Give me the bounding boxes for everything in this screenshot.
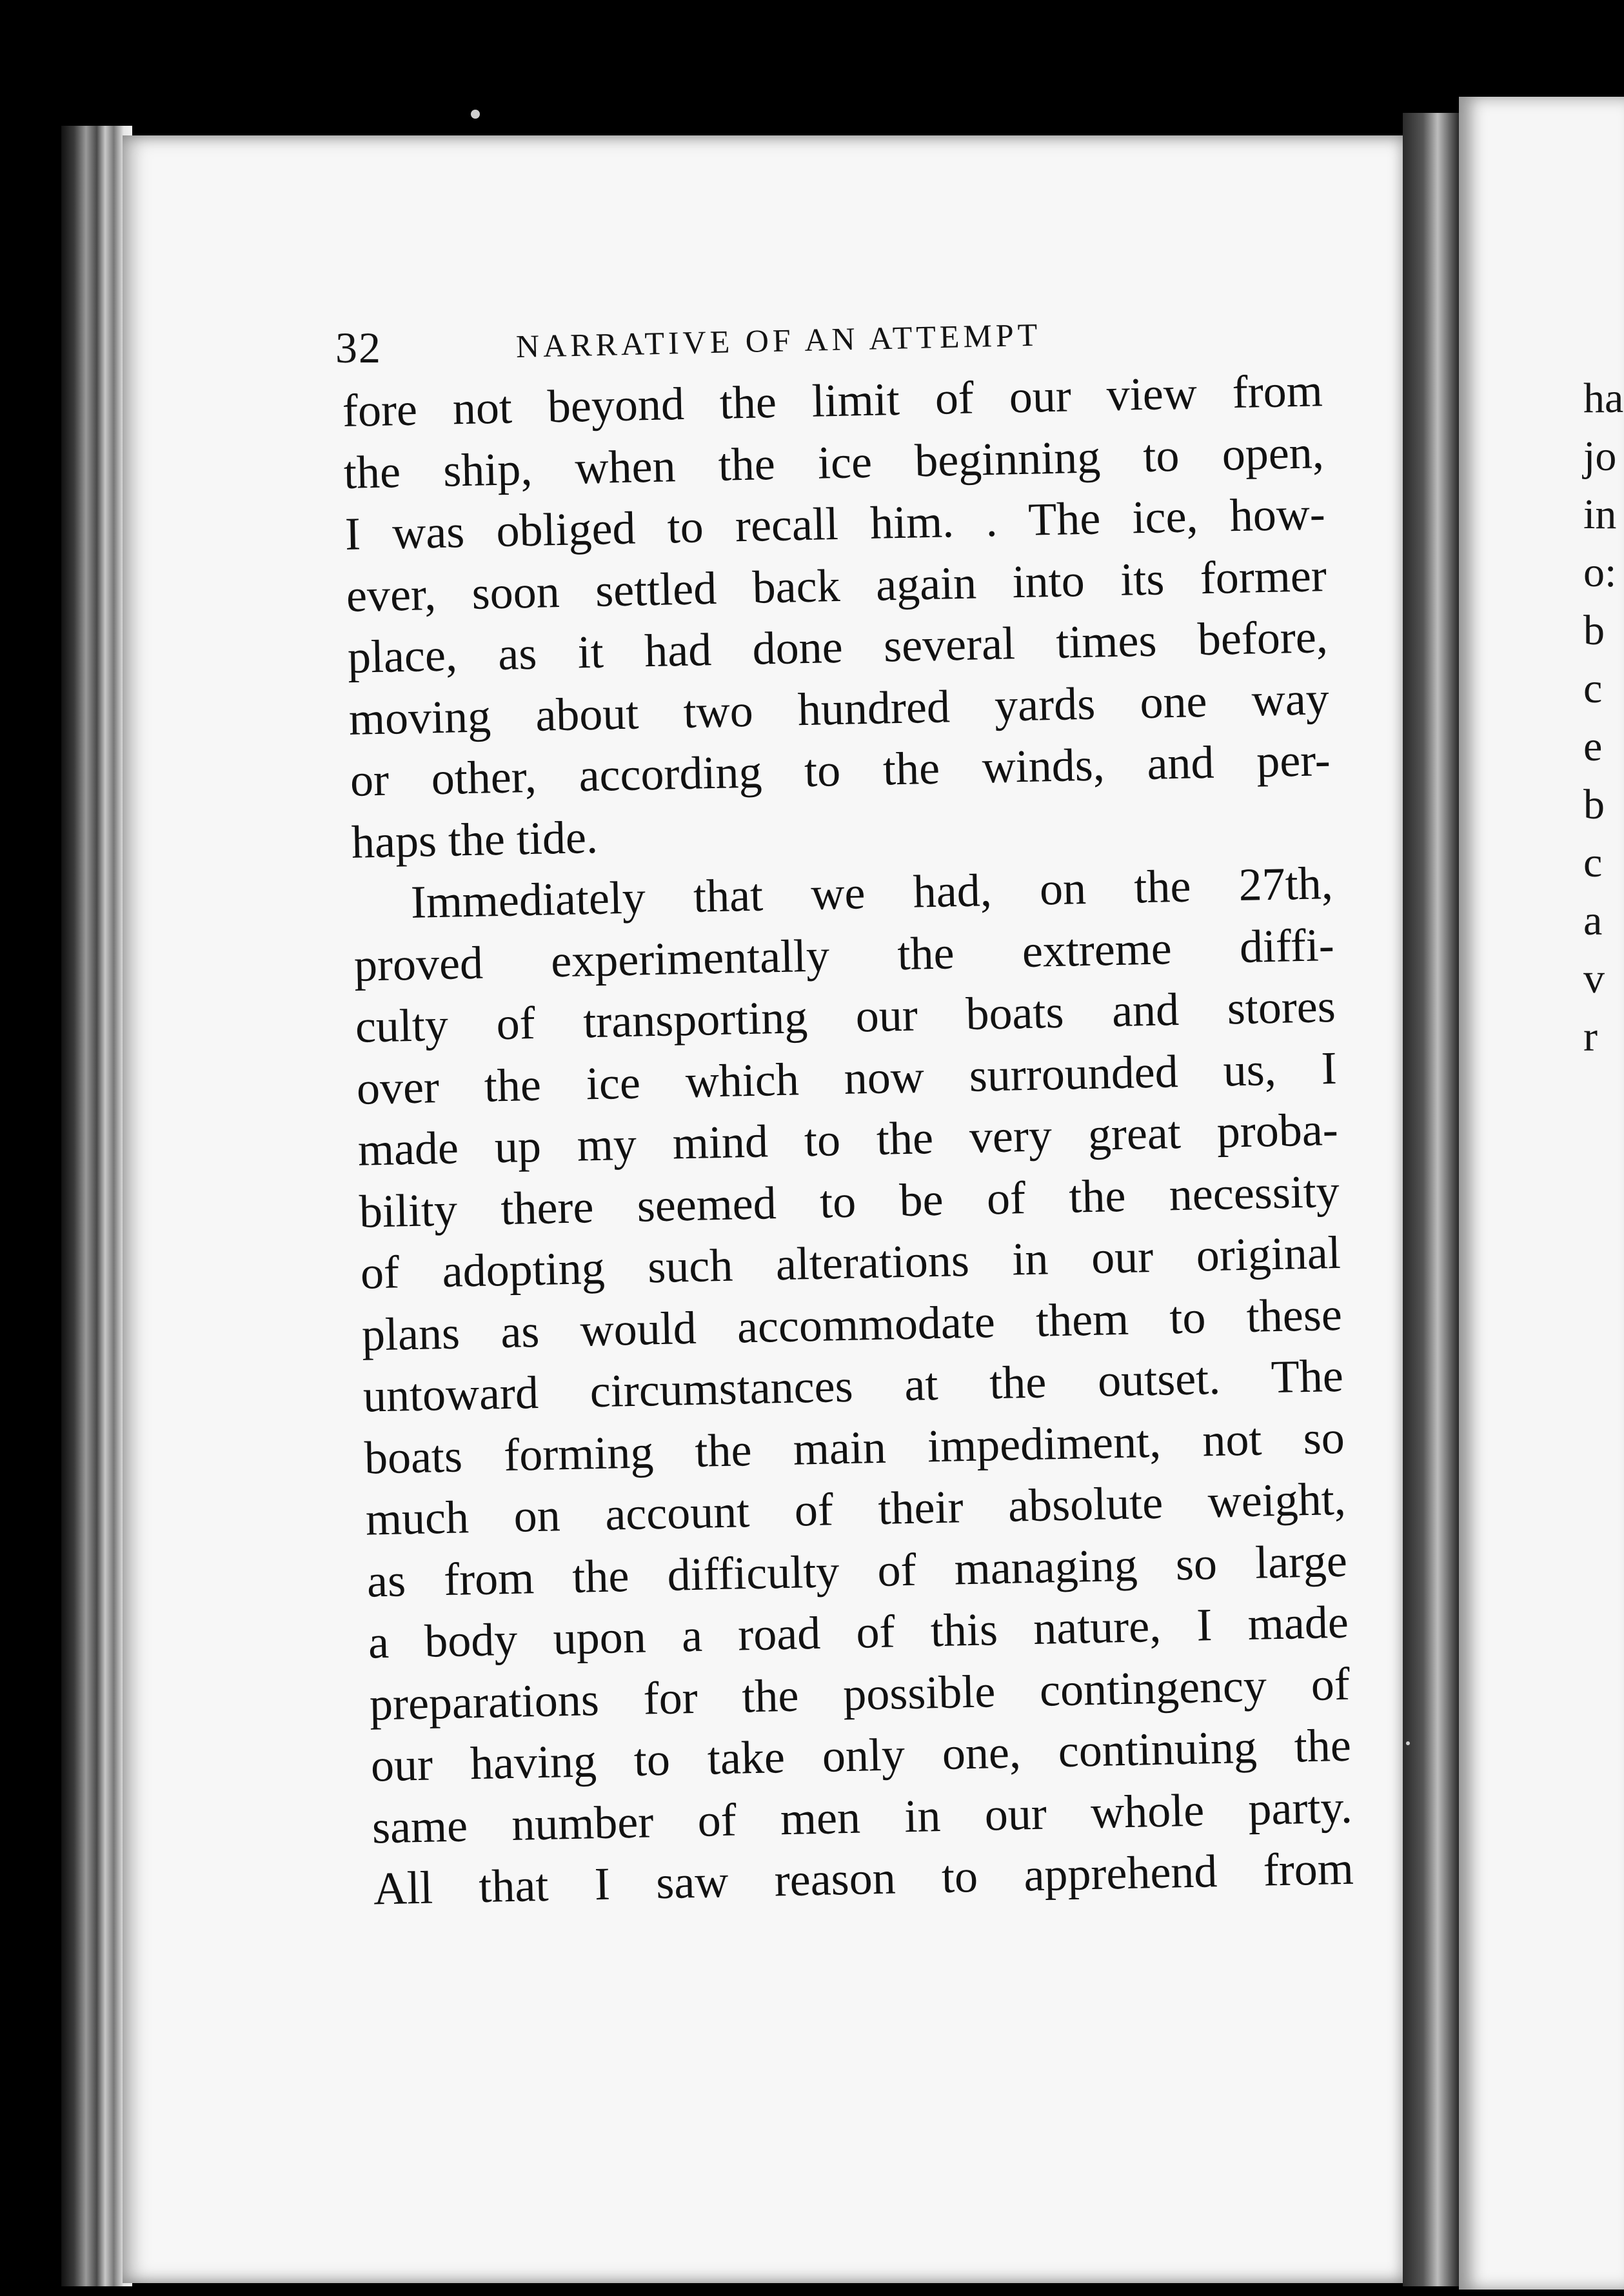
text-line: or other, according to the winds, and per- [350, 734, 1331, 806]
text-line: place, as it had done several times before, [347, 611, 1329, 683]
text-line: culty of transporting our boats and stores [355, 980, 1336, 1053]
facing-page-fragment: jo [1583, 433, 1617, 480]
facing-page-fragment: ha [1583, 375, 1624, 422]
facing-page-fragment: b [1583, 607, 1605, 654]
facing-page-fragment: in [1583, 491, 1617, 538]
text-line: haps the tide. [351, 811, 599, 868]
text-line: over the ice which now surrounded us, I [356, 1042, 1338, 1114]
paragraph [342, 360, 1332, 873]
facing-page-fragment: v [1583, 955, 1605, 1002]
paper-speck [1406, 1741, 1410, 1745]
text-line: of adopting such alterations in our original [360, 1226, 1342, 1299]
text-line: fore not beyond the limit of our view from [342, 364, 1323, 437]
text-line: plans as would accommodate them to these [361, 1288, 1343, 1361]
text-line: All that I saw reason to apprehend from [373, 1842, 1354, 1915]
paper-speck [471, 110, 480, 119]
facing-page-fragment: r [1583, 1013, 1598, 1060]
book-gutter [1403, 113, 1461, 2286]
text-line: boats forming the main impediment, not so [364, 1411, 1345, 1484]
paragraph [352, 853, 1354, 1920]
text-line: the ship, when the ice beginning to open, [343, 426, 1325, 499]
header-title: NARRATIVE OF AN ATTEMPT [515, 316, 1042, 364]
text-line: as from the difficulty of managing so large [366, 1534, 1348, 1607]
text-line: proved experimentally the extreme diffi- [353, 918, 1335, 991]
facing-page-fragment: o: [1583, 549, 1617, 596]
page-number: 32 [335, 323, 382, 372]
facing-page-fragment: c [1583, 665, 1603, 712]
book-binding-edge [61, 126, 132, 2286]
text-line: bility there seemed to be of the necessity [359, 1165, 1340, 1238]
facing-page-fragment: e [1583, 723, 1603, 770]
text-line: I was obliged to recall him. . The ice, how- [344, 488, 1326, 560]
text-line: a body upon a road of this nature, I made [368, 1596, 1349, 1668]
body-text [342, 360, 1354, 1920]
text-line: made up my mind to the very great proba- [357, 1103, 1339, 1176]
text-line: much on account of their absolute weight, [365, 1472, 1347, 1545]
facing-page-fragment: b [1583, 781, 1605, 828]
text-line: our having to take only one, continuing the [370, 1719, 1352, 1792]
text-line: Immediately that we had, on the 27th, [410, 856, 1334, 928]
text-line: moving about two hundred yards one way [348, 672, 1330, 745]
facing-page-fragment: a [1583, 897, 1603, 944]
facing-page-fragment: c [1583, 839, 1603, 886]
text-line: same number of men in our whole party. [371, 1781, 1353, 1853]
text-line: preparations for the possible contingency of [369, 1658, 1351, 1730]
text-line: untoward circumstances at the outset. The [362, 1349, 1344, 1422]
text-line: ever, soon settled back again into its former [346, 549, 1327, 622]
